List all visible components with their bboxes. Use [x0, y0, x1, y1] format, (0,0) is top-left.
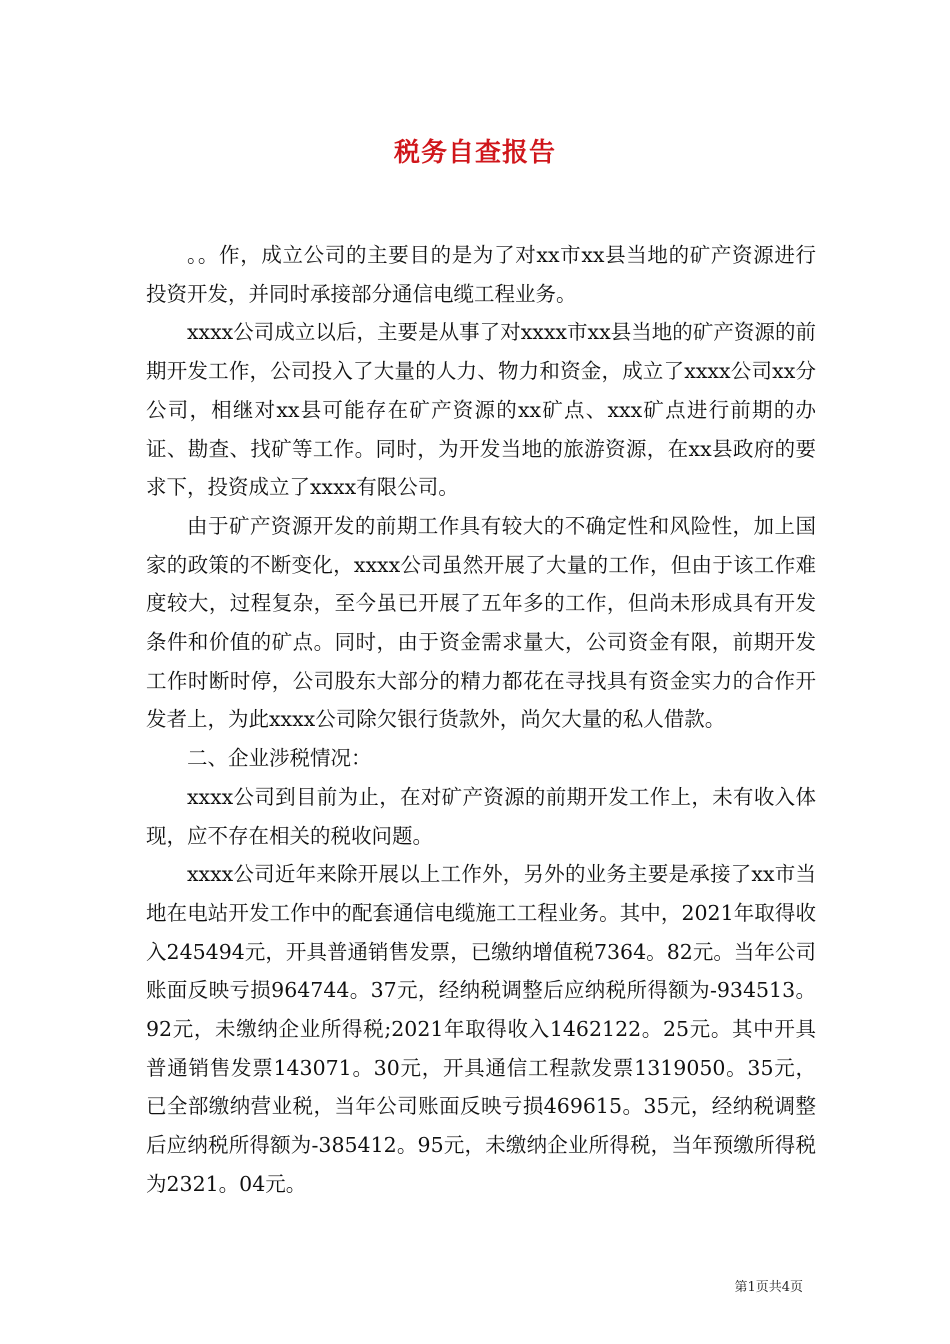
paragraph-company-history: xxxx公司成立以后，主要是从事了对xxxx市xx县当地的矿产资源的前期开发工作，公司投入了大量的人力、物力和资金，成立了xxxx公司xx分公司，相继对xx县可能存在矿产资源的xx矿点、xxx矿点进行前期的办证、勘查、找矿等工作。同时，为开发当地的旅游资源，在xx县政府的要求下，投资成立了xxxx有限公司。 — [146, 320, 816, 500]
paragraph-tax-details: xxxx公司近年来除开展以上工作外，另外的业务主要是承接了xx市当地在电站开发工作中的配套通信电缆施工工程业务。其中，2021年取得收入245494元，开具普通销售发票，已缴纳增值税7364。82元。当年公司账面反映亏损964744。37元，经纳税调整后应纳税所得额为-934513。92元，未缴纳企业所得税;2021年取得收入1462122。25元。其中开具普通销售发票143071。30元，开具通信工程款发票1319050。35元，已全部缴纳营业税，当年公司账面反映亏损469615。35元，经纳税调整后应纳税所得额为-385412。95元，未缴纳企业所得税，当年预缴所得税为2321。04元。 — [146, 862, 816, 1196]
paragraph-intro: 。。作，成立公司的主要目的是为了对xx市xx县当地的矿产资源进行投资开发，并同时承接部分通信电缆工程业务。 — [146, 243, 816, 306]
document-title: 税务自查报告 — [393, 138, 556, 168]
page-number: 第1页共4页 — [734, 1280, 803, 1295]
section-heading-tax-situation: 二、企业涉税情况： — [187, 746, 372, 771]
paragraph-development-risk: 由于矿产资源开发的前期工作具有较大的不确定性和风险性，加上国家的政策的不断变化，xxxx公司虽然开展了大量的工作，但由于该工作难度较大，过程复杂，至今虽已开展了五年多的工作，但尚未形成具有开发条件和价值的矿点。同时，由于资金需求量大，公司资金有限，前期开发工作时断时停，公司股东大部分的精力都花在寻找具有资金实力的合作开发者上，为此xxxx公司除欠银行货款外，尚欠大量的私人借款。 — [146, 513, 816, 732]
document-body — [146, 236, 816, 1204]
paragraph-no-income: xxxx公司到目前为止，在对矿产资源的前期开发工作上，未有收入体现，应不存在相关的税收问题。 — [146, 784, 816, 848]
